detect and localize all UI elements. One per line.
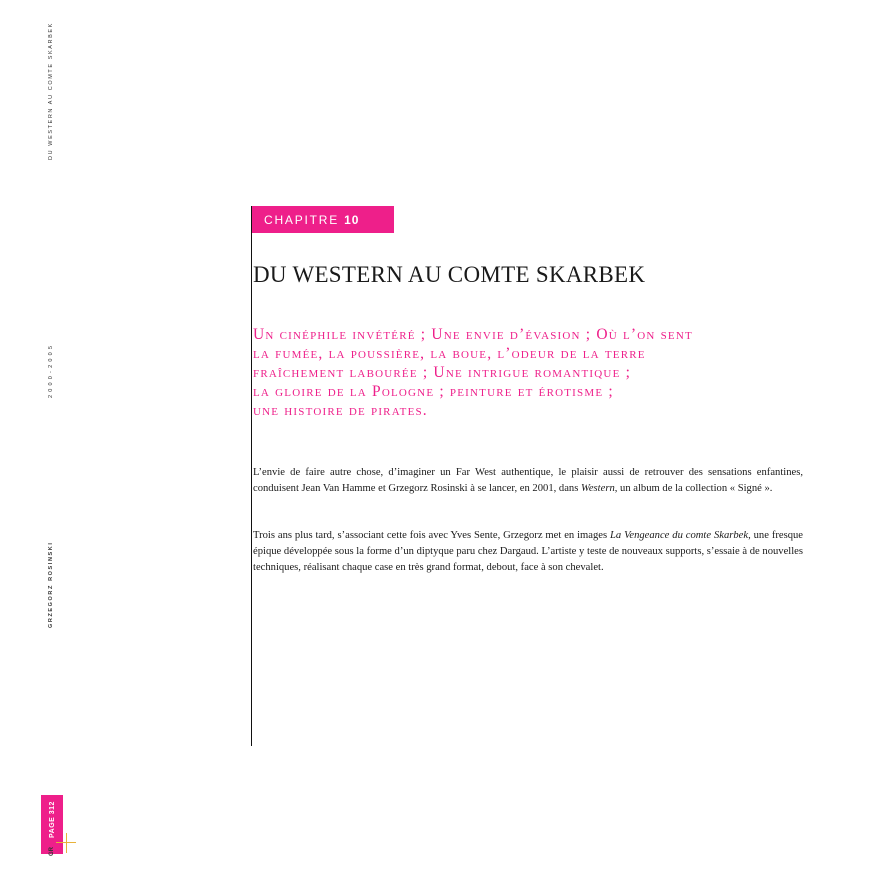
paragraph-text: , une fresque épique développée sous la forme d’un diptyque paru chez Dargaud. L’artiste y teste de nouveaux supports, s’essaie à de nouvelles techniques, réalisant chaque case en très grand format, debout, face à son chevalet. [253,530,803,573]
subtitle-line: Un cinéphile invétéré ; Une envie d’évasion ; Où l’on sent [253,326,693,343]
chapter-label: CHAPITRE [264,212,340,227]
album-title: Western [581,483,615,494]
vertical-rule [251,206,252,746]
page-prefix: GR [49,847,55,856]
running-years: 2000-2005 [48,342,54,398]
album-title: La Vengeance du comte Skarbek [610,530,749,541]
paragraph-text: L’envie de faire autre chose, d’imaginer un Far West authentique, le plaisir aussi de retrouver des sensations enfantines, conduisent Jean Van Hamme et Grzegorz Rosinski à se lancer, en 2001, dans [253,467,803,494]
paragraph-text: , un album de la collection « Signé ». [614,483,773,494]
crop-mark-vertical [66,833,67,853]
running-title: DU WESTERN AU COMTE SKARBEK [48,22,54,160]
body-paragraph-2 [253,528,803,576]
subtitle-line: la gloire de la Pologne ; peinture et érotisme ; [253,383,614,400]
page-number: PAGE 312 [49,801,56,838]
chapter-title: DU WESTERN AU COMTE SKARBEK [253,262,646,287]
running-author: GRZEGORZ ROSINSKI [48,541,54,628]
chapter-subtitle [253,325,813,420]
subtitle-line: une histoire de pirates. [253,402,428,419]
subtitle-line: la fumée, la poussière, la boue, l’odeur de la terre [253,345,646,362]
chapter-badge [252,206,394,233]
chapter-number: 10 [344,212,360,227]
body-paragraph-1 [253,465,803,497]
paragraph-text: Trois ans plus tard, s’associant cette fois avec Yves Sente, Grzegorz met en images [253,530,610,541]
subtitle-line: fraîchement labourée ; Une intrigue romantique ; [253,364,632,381]
